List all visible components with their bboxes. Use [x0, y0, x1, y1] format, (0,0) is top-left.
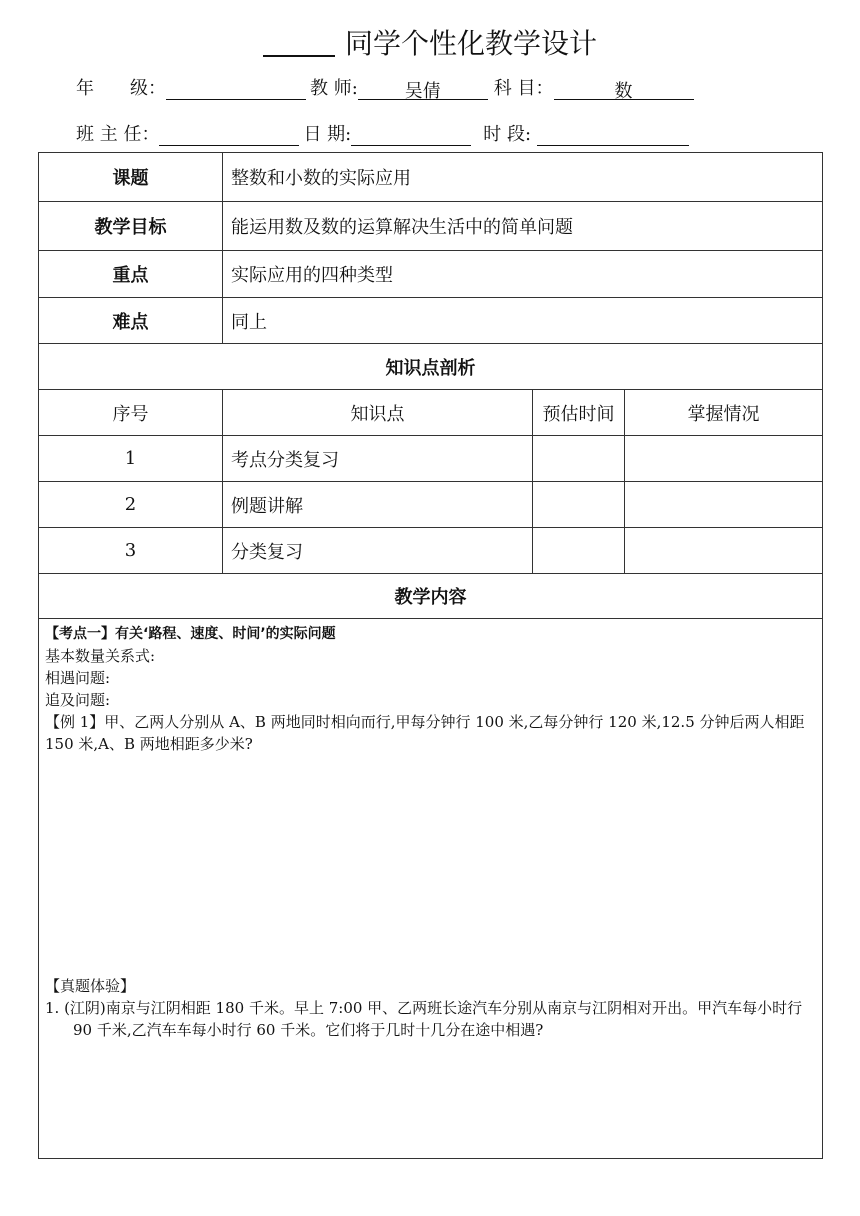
- period-label: 时 段:: [483, 124, 532, 145]
- row-number: 2: [39, 482, 223, 528]
- row-point: 考点分类复习: [223, 436, 533, 482]
- row-time[interactable]: [533, 528, 625, 574]
- row-mastery[interactable]: [625, 436, 823, 482]
- exam-heading: 【真题体验】: [45, 977, 136, 995]
- row-time[interactable]: [533, 482, 625, 528]
- chase-problem-line: 追及问题:: [45, 691, 111, 709]
- key-row: [39, 251, 823, 298]
- basic-relation-line: 基本数量关系式:: [45, 647, 156, 665]
- key-label: 重点: [39, 251, 223, 298]
- row-number: 1: [39, 436, 223, 482]
- difficulty-value: 同上: [223, 298, 823, 344]
- row-mastery[interactable]: [625, 482, 823, 528]
- teacher-label: 教 师:: [310, 78, 358, 99]
- header-row-1: [76, 74, 694, 100]
- content-row: [39, 619, 823, 1159]
- goal-value: 能运用数及数的运算解决生活中的简单问题: [223, 202, 823, 251]
- row-number: 3: [39, 528, 223, 574]
- document-title: [0, 22, 860, 62]
- kaodian-heading: 【考点一】有关‘路程、速度、时间’的实际问题: [45, 626, 336, 642]
- meet-problem-line: 相遇问题:: [45, 669, 111, 687]
- row-point: 分类复习: [223, 528, 533, 574]
- title-blank: [263, 55, 335, 57]
- grade-label: 年 级：: [76, 78, 166, 99]
- content-heading: 教学内容: [39, 574, 823, 619]
- column-header-no: 序号: [39, 390, 223, 436]
- teacher-field[interactable]: 吴倩: [358, 77, 488, 100]
- column-header-point: 知识点: [223, 390, 533, 436]
- table-row: [39, 436, 823, 482]
- date-field[interactable]: [351, 123, 471, 146]
- topic-value: 整数和小数的实际应用: [223, 153, 823, 202]
- subject-label: 科 目：: [493, 78, 554, 99]
- row-point: 例题讲解: [223, 482, 533, 528]
- goal-label: 教学目标: [39, 202, 223, 251]
- goal-row: [39, 202, 823, 251]
- class-teacher-field[interactable]: [159, 123, 299, 146]
- row-time[interactable]: [533, 436, 625, 482]
- difficulty-row: [39, 298, 823, 344]
- subject-field[interactable]: 数: [554, 77, 694, 100]
- answer-space[interactable]: [45, 755, 816, 975]
- table-row: [39, 528, 823, 574]
- row-mastery[interactable]: [625, 528, 823, 574]
- analysis-heading: 知识点剖析: [39, 344, 823, 390]
- content-body: [39, 619, 823, 1159]
- column-header-time: 预估时间: [533, 390, 625, 436]
- class-teacher-label: 班 主 任：: [76, 124, 160, 145]
- key-value: 实际应用的四种类型: [223, 251, 823, 298]
- question-1: 1. (江阴)南京与江阴相距 180 千米。早上 7:00 甲、乙两班长途汽车分别从南京与江阴相对开出。甲汽车每小时行 90 千米,乙汽车车每小时行 60 千米。它们将于几时十几分在途中相遇?: [45, 999, 803, 1039]
- topic-label: 课题: [39, 153, 223, 202]
- header-row-2: [76, 120, 689, 146]
- grade-field[interactable]: [166, 77, 306, 100]
- content-heading-row: [39, 574, 823, 619]
- date-label: 日 期:: [303, 124, 352, 145]
- table-row: [39, 482, 823, 528]
- column-header-mastery: 掌握情况: [625, 390, 823, 436]
- analysis-header-row: [39, 390, 823, 436]
- title-text: 同学个性化教学设计: [344, 27, 597, 60]
- example-1: 【例 1】甲、乙两人分别从 A、B 两地同时相向而行,甲每分钟行 100 米,乙每分钟行 120 米,12.5 分钟后两人相距 150 米,A、B 两地相距多少米?: [45, 713, 805, 753]
- topic-row: [39, 153, 823, 202]
- difficulty-label: 难点: [39, 298, 223, 344]
- period-field[interactable]: [537, 123, 689, 146]
- analysis-heading-row: [39, 344, 823, 390]
- lesson-plan-table: [38, 152, 823, 1159]
